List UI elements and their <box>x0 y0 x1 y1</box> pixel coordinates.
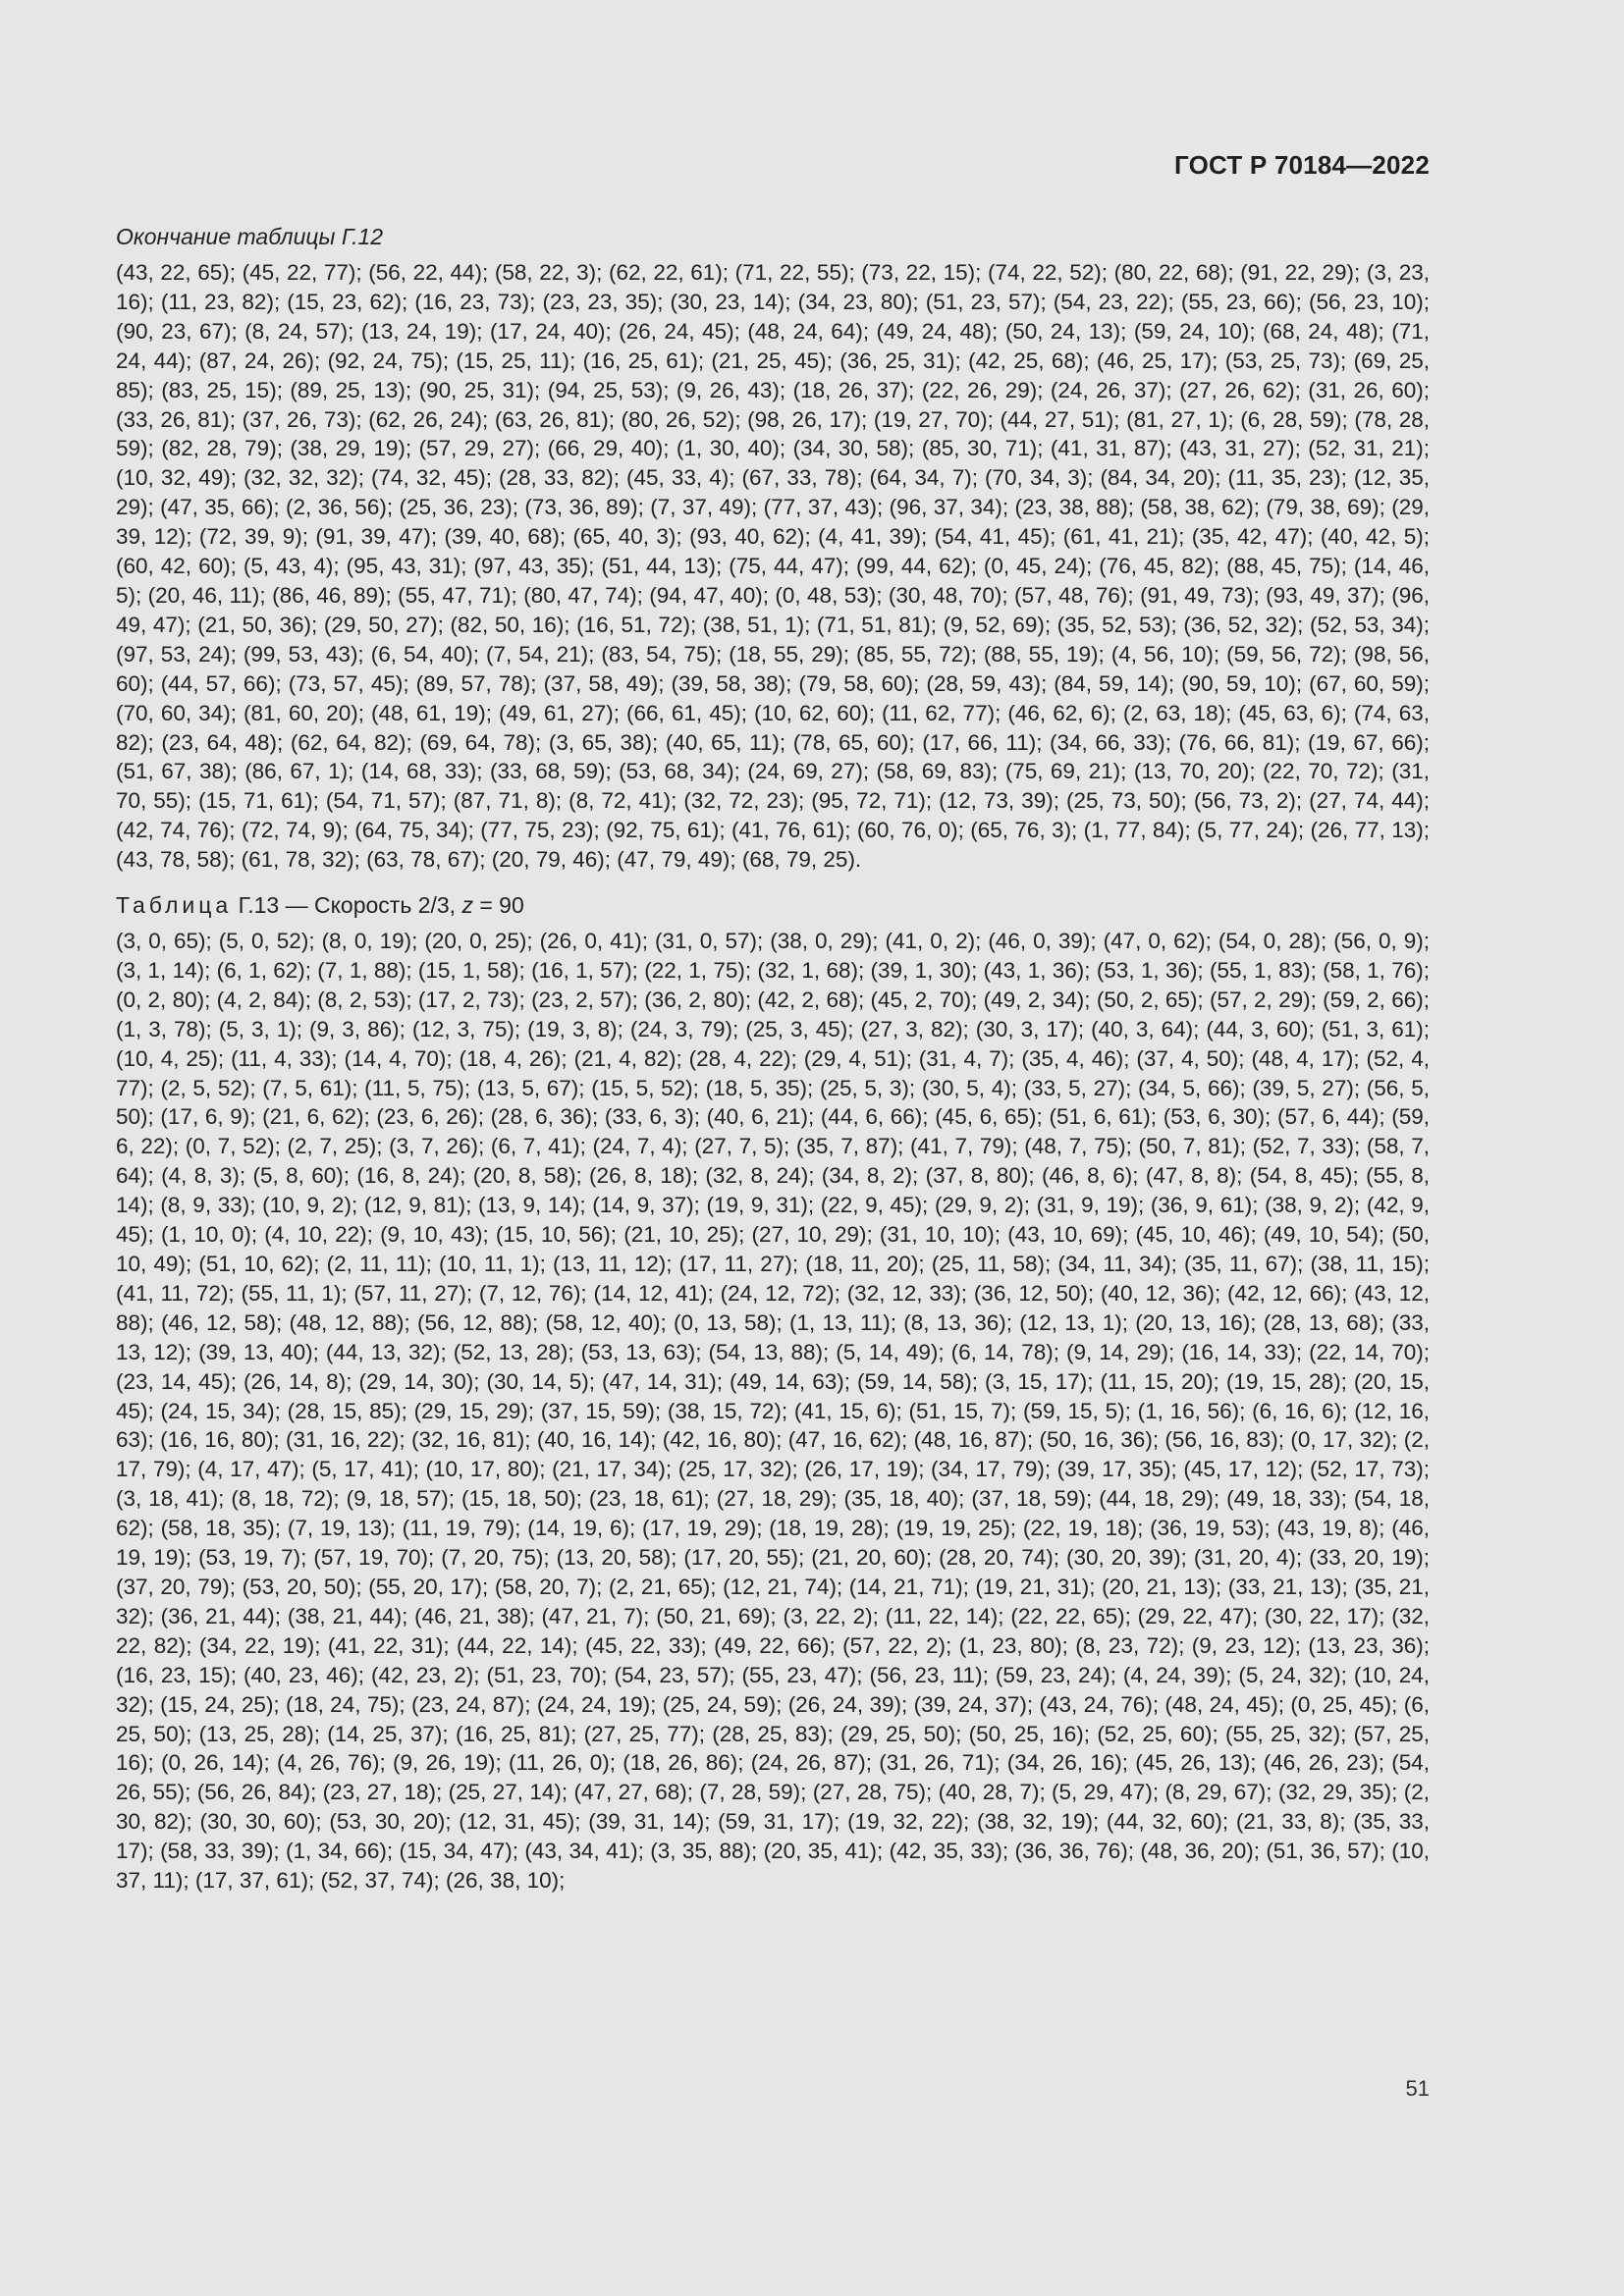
z-variable: z <box>461 892 473 919</box>
page-content <box>116 224 1430 1896</box>
page-number: 51 <box>1405 2076 1430 2101</box>
document-id-header: ГОСТ Р 70184—2022 <box>1174 150 1430 180</box>
table-g13-title <box>116 892 1430 919</box>
continuation-caption: Окончание таблицы Г.12 <box>116 224 384 249</box>
table-g13-data: (3, 0, 65); (5, 0, 52); (8, 0, 19); (20, 0, 25); (26, 0, 41); (31, 0, 57); (38, 0, 29); (41, 0, 2); (46, 0, 39); (47, 0, 62); (54, 0, 28); (56, 0, 9); (3, 1, 14); (6, 1, 62); (7, 1, 88); (15, 1, 58); (16, 1, 57); (22, 1, 75); (32, 1, 68); (39, 1, 30); (43, 1, 36); (53, 1, 36); (55, 1, 83); (58, 1, 76); (0, 2, 80); (4, 2, 84); (8, 2, 53); (17, 2, 73); (23, 2, 57); (36, 2, 80); (42, 2, 68); (45, 2, 70); (49, 2, 34); (50, 2, 65); (57, 2, 29); (59, 2, 66); (1, 3, 78); (5, 3, 1); (9, 3, 86); (12, 3, 75); (19, 3, 8); (24, 3, 79); (25, 3, 45); (27, 3, 82); (30, 3, 17); (40, 3, 64); (44, 3, 60); (51, 3, 61); (10, 4, 25); (11, 4, 33); (14, 4, 70); (18, 4, 26); (21, 4, 82); (28, 4, 22); (29, 4, 51); (31, 4, 7); (35, 4, 46); (37, 4, 50); (48, 4, 17); (52, 4, 77); (2, 5, 52); (7, 5, 61); (11, 5, 75); (13, 5, 67); (15, 5, 52); (18, 5, 35); (25, 5, 3); (30, 5, 4); (33, 5, 27); (34, 5, 66); (39, 5, 27); (56, 5, 50); (17, 6, 9); (21, 6, 62); (23, 6, 26); (28, 6, 36); (33, 6, 3); (40, 6, 21); (44, 6, 66); (45, 6, 65); (51, 6, 61); (53, 6, 30); (57, 6, 44); (59, 6, 22); (0, 7, 52); (2, 7, 25); (3, 7, 26); (6, 7, 41); (24, 7, 4); (27, 7, 5); (35, 7, 87); (41, 7, 79); (48, 7, 75); (50, 7, 81); (52, 7, 33); (58, 7, 64); (4, 8, 3); (5, 8, 60); (16, 8, 24); (20, 8, 58); (26, 8, 18); (32, 8, 24); (34, 8, 2); (37, 8, 80); (46, 8, 6); (47, 8, 8); (54, 8, 45); (55, 8, 14); (8, 9, 33); (10, 9, 2); (12, 9, 81); (13, 9, 14); (14, 9, 37); (19, 9, 31); (22, 9, 45); (29, 9, 2); (31, 9, 19); (36, 9, 61); (38, 9, 2); (42, 9, 45); (1, 10, 0); (4, 10, 22); (9, 10, 43); (15, 10, 56); (21, 10, 25); (27, 10, 29); (31, 10, 10); (43, 10, 69); (45, 10, 46); (49, 10, 54); (50, 10, 49); (51, 10, 62); (2, 11, 11); (10, 11, 1); (13, 11, 12); (17, 11, 27); (18, 11, 20); (25, 11, 58); (34, 11, 34); (35, 11, 67); (38, 11, 15); (41, 11, 72); (55, 11, 1); (57, 11, 27); (7, 12, 76); (14, 12, 41); (24, 12, 72); (32, 12, 33); (36, 12, 50); (40, 12, 36); (42, 12, 66); (43, 12, 88); (46, 12, 58); (48, 12, 88); (56, 12, 88); (58, 12, 40); (0, 13, 58); (1, 13, 11); (8, 13, 36); (12, 13, 1); (20, 13, 16); (28, 13, 68); (33, 13, 12); (39, 13, 40); (44, 13, 32); (52, 13, 28); (53, 13, 63); (54, 13, 88); (5, 14, 49); (6, 14, 78); (9, 14, 29); (16, 14, 33); (22, 14, 70); (23, 14, 45); (26, 14, 8); (29, 14, 30); (30, 14, 5); (47, 14, 31); (49, 14, 63); (59, 14, 58); (3, 15, 17); (11, 15, 20); (19, 15, 28); (20, 15, 45); (24, 15, 34); (28, 15, 85); (29, 15, 29); (37, 15, 59); (38, 15, 72); (41, 15, 6); (51, 15, 7); (59, 15, 5); (1, 16, 56); (6, 16, 6); (12, 16, 63); (16, 16, 80); (31, 16, 22); (32, 16, 81); (40, 16, 14); (42, 16, 80); (47, 16, 62); (48, 16, 87); (50, 16, 36); (56, 16, 83); (0, 17, 32); (2, 17, 79); (4, 17, 47); (5, 17, 41); (10, 17, 80); (21, 17, 34); (25, 17, 32); (26, 17, 19); (34, 17, 79); (39, 17, 35); (45, 17, 12); (52, 17, 73); (3, 18, 41); (8, 18, 72); (9, 18, 57); (15, 18, 50); (23, 18, 61); (27, 18, 29); (35, 18, 40); (37, 18, 59); (44, 18, 29); (49, 18, 33); (54, 18, 62); (58, 18, 35); (7, 19, 13); (11, 19, 79); (14, 19, 6); (17, 19, 29); (18, 19, 28); (19, 19, 25); (22, 19, 18); (36, 19, 53); (43, 19, 8); (46, 19, 19); (53, 19, 7); (57, 19, 70); (7, 20, 75); (13, 20, 58); (17, 20, 55); (21, 20, 60); (28, 20, 74); (30, 20, 39); (31, 20, 4); (33, 20, 19); (37, 20, 79); (53, 20, 50); (55, 20, 17); (58, 20, 7); (2, 21, 65); (12, 21, 74); (14, 21, 71); (19, 21, 31); (20, 21, 13); (33, 21, 13); (35, 21, 32); (36, 21, 44); (38, 21, 44); (46, 21, 38); (47, 21, 7); (50, 21, 69); (3, 22, 2); (11, 22, 14); (22, 22, 65); (29, 22, 47); (30, 22, 17); (32, 22, 82); (34, 22, 19); (41, 22, 31); (44, 22, 14); (45, 22, 33); (49, 22, 66); (57, 22, 2); (1, 23, 80); (8, 23, 72); (9, 23, 12); (13, 23, 36); (16, 23, 15); (40, 23, 46); (42, 23, 2); (51, 23, 70); (54, 23, 57); (55, 23, 47); (56, 23, 11); (59, 23, 24); (4, 24, 39); (5, 24, 32); (10, 24, 32); (15, 24, 25); (18, 24, 75); (23, 24, 87); (24, 24, 19); (25, 24, 59); (26, 24, 39); (39, 24, 37); (43, 24, 76); (48, 24, 45); (0, 25, 45); (6, 25, 50); (13, 25, 28); (14, 25, 37); (16, 25, 81); (27, 25, 77); (28, 25, 83); (29, 25, 50); (50, 25, 16); (52, 25, 60); (55, 25, 32); (57, 25, 16); (0, 26, 14); (4, 26, 76); (9, 26, 19); (11, 26, 0); (18, 26, 86); (24, 26, 87); (31, 26, 71); (34, 26, 16); (45, 26, 13); (46, 26, 23); (54, 26, 55); (56, 26, 84); (23, 27, 18); (25, 27, 14); (47, 27, 68); (7, 28, 59); (27, 28, 75); (40, 28, 7); (5, 29, 47); (8, 29, 67); (32, 29, 35); (2, 30, 82); (30, 30, 60); (53, 30, 20); (12, 31, 45); (39, 31, 14); (59, 31, 17); (19, 32, 22); (38, 32, 19); (44, 32, 60); (21, 33, 8); (35, 33, 17); (58, 33, 39); (1, 34, 66); (15, 34, 47); (43, 34, 41); (3, 35, 88); (20, 35, 41); (42, 35, 33); (36, 36, 76); (48, 36, 20); (51, 36, 57); (10, 37, 11); (17, 37, 61); (52, 37, 74); (26, 38, 10); <box>116 929 1430 1894</box>
table-label: Таблица <box>116 892 233 919</box>
table-title-text: Г.13 — Скорость 2/3, <box>232 892 462 919</box>
table-g12-data: (43, 22, 65); (45, 22, 77); (56, 22, 44); (58, 22, 3); (62, 22, 61); (71, 22, 55); (73, 22, 15); (74, 22, 52); (80, 22, 68); (91, 22, 29); (3, 23, 16); (11, 23, 82); (15, 23, 62); (16, 23, 73); (23, 23, 35); (30, 23, 14); (34, 23, 80); (51, 23, 57); (54, 23, 22); (55, 23, 66); (56, 23, 10); (90, 23, 67); (8, 24, 57); (13, 24, 19); (17, 24, 40); (26, 24, 45); (48, 24, 64); (49, 24, 48); (50, 24, 13); (59, 24, 10); (68, 24, 48); (71, 24, 44); (87, 24, 26); (92, 24, 75); (15, 25, 11); (16, 25, 61); (21, 25, 45); (36, 25, 31); (42, 25, 68); (46, 25, 17); (53, 25, 73); (69, 25, 85); (83, 25, 15); (89, 25, 13); (90, 25, 31); (94, 25, 53); (9, 26, 43); (18, 26, 37); (22, 26, 29); (24, 26, 37); (27, 26, 62); (31, 26, 60); (33, 26, 81); (37, 26, 73); (62, 26, 24); (63, 26, 81); (80, 26, 52); (98, 26, 17); (19, 27, 70); (44, 27, 51); (81, 27, 1); (6, 28, 59); (78, 28, 59); (82, 28, 79); (38, 29, 19); (57, 29, 27); (66, 29, 40); (1, 30, 40); (34, 30, 58); (85, 30, 71); (41, 31, 87); (43, 31, 27); (52, 31, 21); (10, 32, 49); (32, 32, 32); (74, 32, 45); (28, 33, 82); (45, 33, 4); (67, 33, 78); (64, 34, 7); (70, 34, 3); (84, 34, 20); (11, 35, 23); (12, 35, 29); (47, 35, 66); (2, 36, 56); (25, 36, 23); (73, 36, 89); (7, 37, 49); (77, 37, 43); (96, 37, 34); (23, 38, 88); (58, 38, 62); (79, 38, 69); (29, 39, 12); (72, 39, 9); (91, 39, 47); (39, 40, 68); (65, 40, 3); (93, 40, 62); (4, 41, 39); (54, 41, 45); (61, 41, 21); (35, 42, 47); (40, 42, 5); (60, 42, 60); (5, 43, 4); (95, 43, 31); (97, 43, 35); (51, 44, 13); (75, 44, 47); (99, 44, 62); (0, 45, 24); (76, 45, 82); (88, 45, 75); (14, 46, 5); (20, 46, 11); (86, 46, 89); (55, 47, 71); (80, 47, 74); (94, 47, 40); (0, 48, 53); (30, 48, 70); (57, 48, 76); (91, 49, 73); (93, 49, 37); (96, 49, 47); (21, 50, 36); (29, 50, 27); (82, 50, 16); (16, 51, 72); (38, 51, 1); (71, 51, 81); (9, 52, 69); (35, 52, 53); (36, 52, 32); (52, 53, 34); (97, 53, 24); (99, 53, 43); (6, 54, 40); (7, 54, 21); (83, 54, 75); (18, 55, 29); (85, 55, 72); (88, 55, 19); (4, 56, 10); (59, 56, 72); (98, 56, 60); (44, 57, 66); (73, 57, 45); (89, 57, 78); (37, 58, 49); (39, 58, 38); (79, 58, 60); (28, 59, 43); (84, 59, 14); (90, 59, 10); (67, 60, 59); (70, 60, 34); (81, 60, 20); (48, 61, 19); (49, 61, 27); (66, 61, 45); (10, 62, 60); (11, 62, 77); (46, 62, 6); (2, 63, 18); (45, 63, 6); (74, 63, 82); (23, 64, 48); (62, 64, 82); (69, 64, 78); (3, 65, 38); (40, 65, 11); (78, 65, 60); (17, 66, 11); (34, 66, 33); (76, 66, 81); (19, 67, 66); (51, 67, 38); (86, 67, 1); (14, 68, 33); (33, 68, 59); (53, 68, 34); (24, 69, 27); (58, 69, 83); (75, 69, 21); (13, 70, 20); (22, 70, 72); (31, 70, 55); (15, 71, 61); (54, 71, 57); (87, 71, 8); (8, 72, 41); (32, 72, 23); (95, 72, 71); (12, 73, 39); (25, 73, 50); (56, 73, 2); (27, 74, 44); (42, 74, 76); (72, 74, 9); (64, 75, 34); (77, 75, 23); (92, 75, 61); (41, 76, 61); (60, 76, 0); (65, 76, 3); (1, 77, 84); (5, 77, 24); (26, 77, 13); (43, 78, 58); (61, 78, 32); (63, 78, 67); (20, 79, 46); (47, 79, 49); (68, 79, 25). <box>116 260 1430 873</box>
z-value: = 90 <box>472 892 524 919</box>
